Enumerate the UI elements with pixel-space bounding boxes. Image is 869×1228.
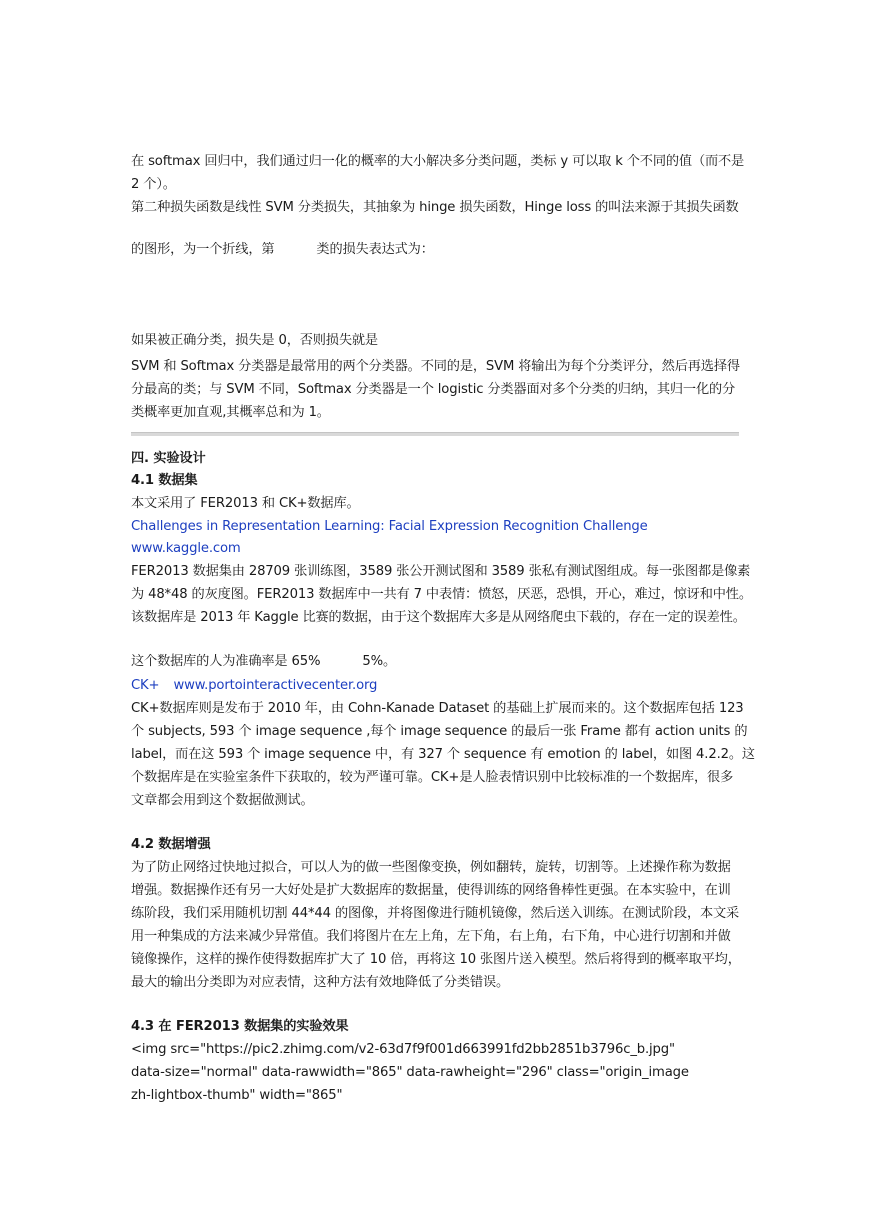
section-heading-results: 4.3 在 FER2013 数据集的实验效果 bbox=[131, 1019, 349, 1034]
fer-paragraph-line-1: FER2013 数据集由 28709 张训练图，3589 张公开测试图和 3589 张私有测试图组成。每一张图都是像素 bbox=[131, 564, 751, 579]
augmentation-line-1: 为了防止网络过快地过拟合，可以人为的做一些图像变换，例如翻转，旋转，切割等。上述操作称为数据 bbox=[131, 860, 731, 875]
augmentation-line-4: 用一种集成的方法来减少异常值。我们将图片在左上角，左下角，右上角，右下角，中心进行切割和并做 bbox=[131, 929, 731, 944]
ck-label: CK+ bbox=[131, 678, 160, 693]
kaggle-link[interactable]: www.kaggle.com bbox=[131, 541, 241, 556]
ck-paragraph-line-5: 文章都会用到这个数据做测试。 bbox=[131, 793, 314, 808]
raw-html-line-3: zh-lightbox-thumb" width="865" bbox=[131, 1088, 343, 1103]
ck-link-line bbox=[131, 677, 377, 695]
fer-challenge-link[interactable]: Challenges in Representation Learning: Facial Expression Recognition Challenge bbox=[131, 519, 648, 534]
human-accuracy-text bbox=[131, 653, 396, 671]
ck-paragraph-line-2: 个 subjects, 593 个 image sequence ,每个 image sequence 的最后一张 Frame 都有 action units 的 bbox=[131, 724, 748, 739]
ck-paragraph-line-4: 个数据库是在实验室条件下获取的，较为严谨可靠。CK+是人脸表情识别中比较标准的一个数据库，很多 bbox=[131, 770, 734, 785]
section-heading-augmentation: 4.2 数据增强 bbox=[131, 837, 211, 852]
svm-softmax-line-3: 类概率更加直观,其概率总和为 1。 bbox=[131, 405, 330, 420]
hinge-text-part-a: 的图形，为一个折线，第 bbox=[131, 242, 275, 257]
section-divider bbox=[131, 432, 739, 436]
ck-paragraph-line-1: CK+数据库则是发布于 2010 年，由 Cohn-Kanade Dataset 的基础上扩展而来的。这个数据库包括 123 bbox=[131, 701, 744, 716]
softmax-text-line-2: 2 个）。 bbox=[131, 177, 176, 192]
raw-html-line-2: data-size="normal" data-rawwidth="865" data-rawheight="296" class="origin_image bbox=[131, 1065, 689, 1080]
augmentation-line-2: 增强。数据操作还有另一大好处是扩大数据库的数据量，使得训练的网络鲁棒性更强。在本实验中，在训 bbox=[131, 883, 731, 898]
hinge-text-line-2 bbox=[131, 241, 434, 259]
svm-softmax-line-2: 分最高的类；与 SVM 不同，Softmax 分类器是一个 logistic 分类器面对多个分类的归纳，其归一化的分 bbox=[131, 382, 736, 397]
augmentation-line-5: 镜像操作，这样的操作使得数据库扩大了 10 倍，再将这 10 张图片送入模型。然后将得到的概率取平均， bbox=[131, 952, 741, 967]
augmentation-line-6: 最大的输出分类即为对应表情，这种方法有效地降低了分类错误。 bbox=[131, 975, 510, 990]
ck-paragraph-line-3: label，而在这 593 个 image sequence 中，有 327 个 sequence 有 emotion 的 label，如图 4.2.2。这 bbox=[131, 747, 755, 762]
softmax-text-line-1: 在 softmax 回归中，我们通过归一化的概率的大小解决多分类问题，类标 y 可以取 k 个不同的值（而不是 bbox=[131, 154, 745, 169]
human-accuracy-part-a: 这个数据库的人为准确率是 65% bbox=[131, 654, 321, 669]
correct-class-text: 如果被正确分类，损失是 0，否则损失就是 bbox=[131, 333, 378, 348]
augmentation-line-3: 练阶段，我们采用随机切割 44*44 的图像，并将图像进行随机镜像，然后送入训练。在测试阶段，本文采 bbox=[131, 906, 740, 921]
human-accuracy-part-b: 5%。 bbox=[362, 654, 397, 669]
section-heading-dataset: 4.1 数据集 bbox=[131, 473, 198, 488]
dataset-intro: 本文采用了 FER2013 和 CK+数据库。 bbox=[131, 496, 360, 511]
ck-website-link[interactable]: www.portointeractivecenter.org bbox=[173, 678, 378, 693]
svm-softmax-line-1: SVM 和 Softmax 分类器是最常用的两个分类器。不同的是，SVM 将输出为每个分类评分，然后再选择得 bbox=[131, 359, 740, 374]
hinge-text-part-b: 类的损失表达式为： bbox=[316, 242, 434, 257]
hinge-text-line-1: 第二种损失函数是线性 SVM 分类损失，其抽象为 hinge 损失函数，Hinge loss 的叫法来源于其损失函数 bbox=[131, 200, 739, 215]
raw-html-line-1: <img src="https://pic2.zhimg.com/v2-63d7f9f001d663991fd2bb2851b3796c_b.jpg" bbox=[131, 1042, 675, 1057]
fer-paragraph-line-2: 为 48*48 的灰度图。FER2013 数据库中一共有 7 中表情：愤怒，厌恶，恐惧，开心，难过，惊讶和中性。 bbox=[131, 587, 752, 602]
fer-paragraph-line-3: 该数据库是 2013 年 Kaggle 比赛的数据，由于这个数据库大多是从网络爬虫下载的，存在一定的误差性。 bbox=[131, 610, 746, 625]
section-heading-experiment: 四. 实验设计 bbox=[131, 451, 206, 466]
